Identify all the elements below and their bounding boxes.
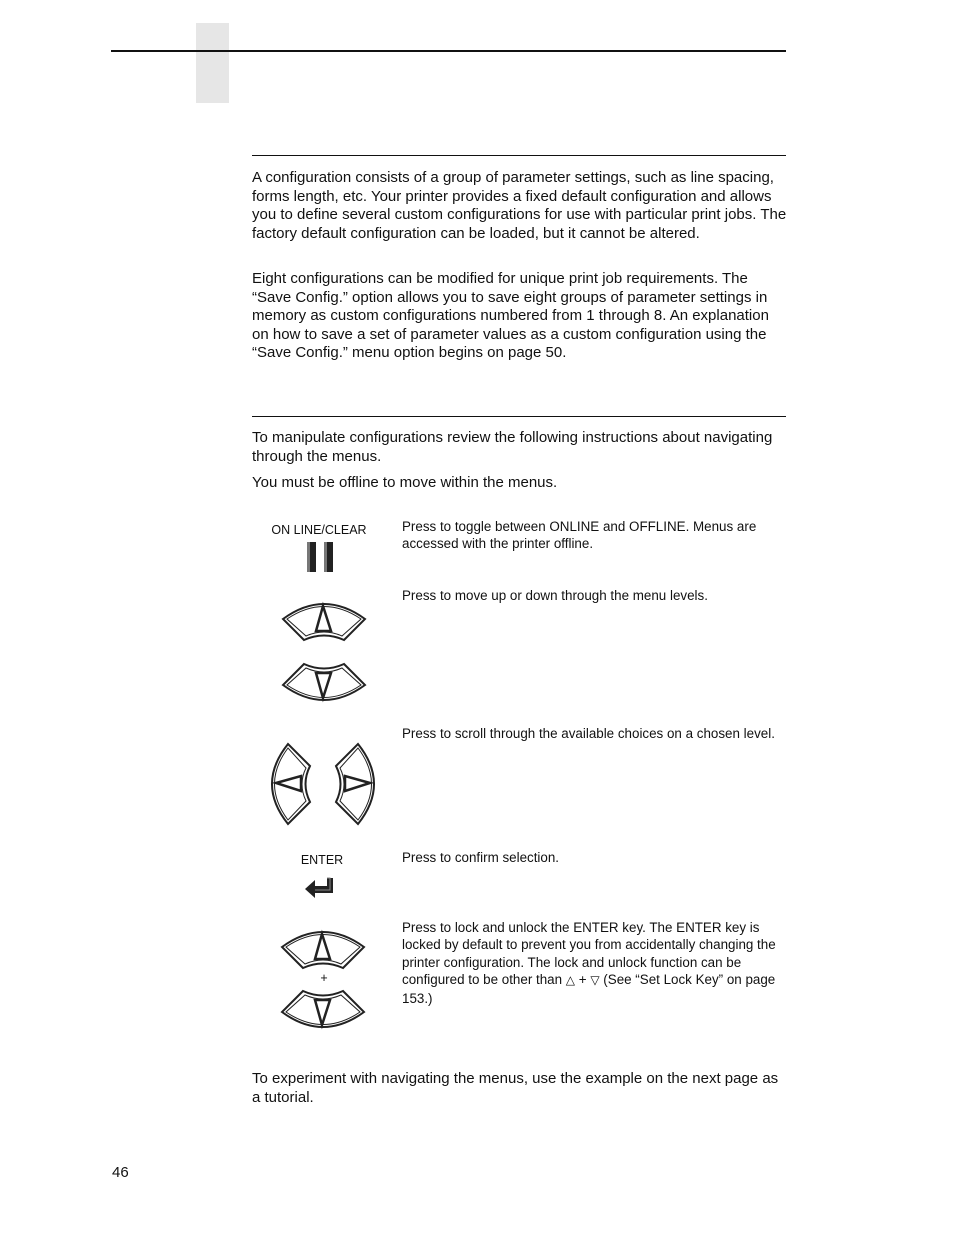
enter-description: Press to confirm selection. xyxy=(402,850,560,865)
tutorial-paragraph: To experiment with navigating the menus, use the example on the next page as a tutorial. xyxy=(252,1070,779,1106)
down-arrow-key-icon xyxy=(281,662,367,706)
lock-down-arrow-key-icon xyxy=(280,989,366,1033)
navigation-paragraph-1: To manipulate configurations review the following instructions about navigating through the menus. xyxy=(252,429,773,465)
down-triangle-icon: ▽ xyxy=(590,973,600,988)
header-rule xyxy=(111,50,786,52)
enter-label: ENTER xyxy=(300,853,344,867)
right-arrow-key-icon xyxy=(334,742,380,826)
chapter-tab xyxy=(196,23,229,103)
lock-description xyxy=(402,919,787,1007)
lock-description-text: Press to lock and unlock the ENTER key. The ENTER key is locked by default to prevent you from accidentally changing the printer configuration. The lock and unlock function can be configured to be other than xyxy=(402,920,776,988)
lock-up-arrow-key-icon xyxy=(280,926,366,970)
up-down-description: Press to move up or down through the menu levels. xyxy=(402,588,708,603)
lock-plus-sign: + xyxy=(320,971,328,985)
config-paragraph-1: A configuration consists of a group of parameter settings, such as line spacing, forms length, etc. Your printer provides a fixed default configuration and allows you to define several custom configurations for use with particular print jobs. The factory default configuration can be loaded, but it cannot be altered. xyxy=(252,169,787,242)
online-clear-label: ON LINE/CLEAR xyxy=(271,523,367,537)
up-triangle-icon: △ xyxy=(565,973,576,988)
left-right-description: Press to scroll through the available choices on a chosen level. xyxy=(402,726,775,741)
up-arrow-key-icon xyxy=(281,598,367,642)
page-number: 46 xyxy=(112,1164,129,1181)
pause-icon xyxy=(306,541,336,573)
left-arrow-key-icon xyxy=(266,742,312,826)
navigation-paragraph-2: You must be offline to move within the menus. xyxy=(252,474,558,491)
section-rule-configurations xyxy=(252,155,786,156)
online-clear-description: Press to toggle between ONLINE and OFFLINE. Menus are accessed with the printer offline. xyxy=(402,519,757,552)
enter-return-icon xyxy=(303,876,335,900)
section-rule-navigation xyxy=(252,416,786,417)
lock-description-reference: (See “Set Lock Key” on page 153.) xyxy=(402,972,776,1006)
lock-description-plus: + xyxy=(578,972,587,988)
config-paragraph-2: Eight configurations can be modified for unique print job requirements. The “Save Config.” option allows you to save eight groups of parameter settings in memory as custom configurations numbered from 1 through 8. An explanation on how to save a set of parameter values as a custom configuration using the “Save Config.” menu option begins on page 50. xyxy=(252,270,769,362)
